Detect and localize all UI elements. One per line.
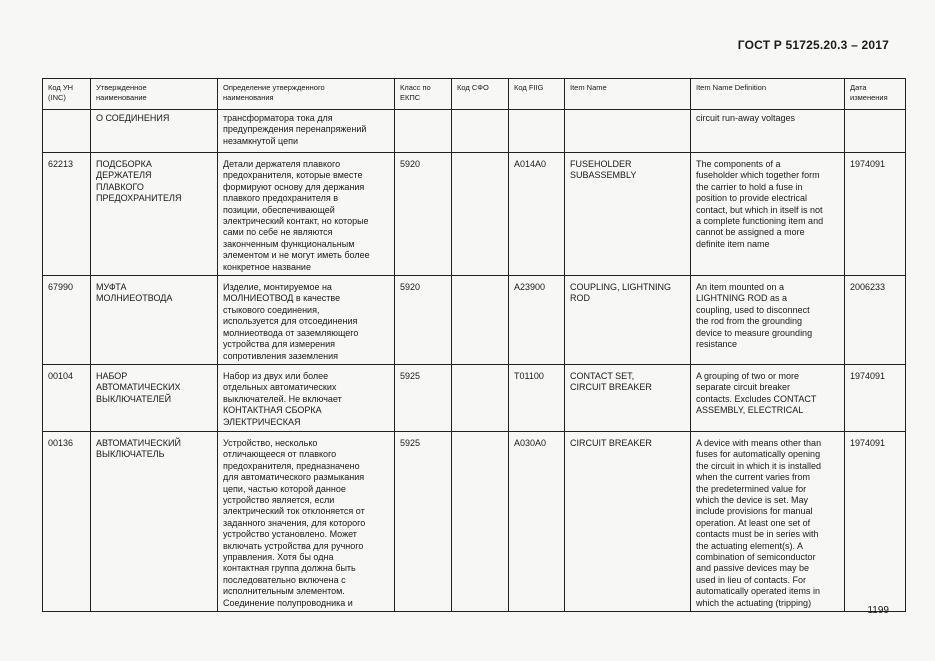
cell-definition: Устройство, несколько отличающееся от плавкого предохранителя, предназначено для автоматического размыкания цепи, частью которой данное устройство является, если электрический ток отклоняется от заданного значения, для которого устройство установлено. Может включать устройства для ручного управления. Хотя бы одна контактная группа должна быть последовательно включена с исполнительным элементом. Соединение полупроводника и [218, 431, 395, 611]
cell-name: О СОЕДИНЕНИЯ [91, 110, 218, 153]
col-header-item-name: Item Name [565, 79, 691, 110]
cell-inc [43, 110, 91, 153]
table-row [43, 153, 906, 276]
cell-date: 1974091 [845, 431, 906, 611]
cell-class: 5925 [395, 431, 452, 611]
cell-inc: 67990 [43, 276, 91, 365]
cell-name: ПОДСБОРКА ДЕРЖАТЕЛЯ ПЛАВКОГО ПРЕДОХРАНИТЕЛЯ [91, 153, 218, 276]
cell-name: МУФТА МОЛНИЕОТВОДА [91, 276, 218, 365]
table-row [43, 364, 906, 431]
col-header-fiig: Код FIIG [509, 79, 565, 110]
cell-item-name: COUPLING, LIGHTNING ROD [565, 276, 691, 365]
cell-sfo [452, 431, 509, 611]
cell-item-name: FUSEHOLDER SUBASSEMBLY [565, 153, 691, 276]
col-header-inc: Код УН (INC) [43, 79, 91, 110]
cell-item-definition: A device with means other than fuses for automatically opening the circuit in which it is installed when the current varies from the predetermined value for which the device is set. May include provisions for manual operation. At least one set of contacts must be in series with the actuating element(s). A combination of semiconductor and passive devices may be used in lieu of contacts. For automatically operated items in which the actuating (tripping) [691, 431, 845, 611]
cell-definition: Детали держателя плавкого предохранителя, которые вместе формируют основу для держания плавкого предохранителя в позиции, обеспечивающей электрический контакт, но которые сами по себе не являются законченным функциональным элементом и не могут иметь более конкретное название [218, 153, 395, 276]
cell-fiig [509, 110, 565, 153]
cell-item-definition: circuit run-away voltages [691, 110, 845, 153]
cell-fiig: A030A0 [509, 431, 565, 611]
cell-item-definition: The components of a fuseholder which together form the carrier to hold a fuse in position to provide electrical contact, but which in itself is not a complete functioning item and cannot be assigned a more definite item name [691, 153, 845, 276]
cell-sfo [452, 364, 509, 431]
standard-code: ГОСТ Р 51725.20.3 – 2017 [737, 38, 889, 52]
cell-date [845, 110, 906, 153]
cell-item-name: CONTACT SET, CIRCUIT BREAKER [565, 364, 691, 431]
page-number: 1199 [867, 605, 889, 616]
cell-class: 5925 [395, 364, 452, 431]
col-header-definition: Определение утвержденного наименования [218, 79, 395, 110]
col-header-approved-name: Утвержденное наименование [91, 79, 218, 110]
cell-class: 5920 [395, 276, 452, 365]
item-names-table [42, 78, 906, 612]
cell-fiig: A23900 [509, 276, 565, 365]
cell-definition: Изделие, монтируемое на МОЛНИЕОТВОД в качестве стыкового соединения, используется для отсоединения молниеотвода от заземляющего устройства для измерения сопротивления заземления [218, 276, 395, 365]
cell-class [395, 110, 452, 153]
cell-inc: 62213 [43, 153, 91, 276]
cell-definition: трансформатора тока для предупреждения перенапряжений незамкнутой цепи [218, 110, 395, 153]
col-header-item-definition: Item Name Definition [691, 79, 845, 110]
table-row [43, 110, 906, 153]
cell-definition: Набор из двух или более отдельных автоматических выключателей. Не включает КОНТАКТНАЯ СБОРКА ЭЛЕКТРИЧЕСКАЯ [218, 364, 395, 431]
table-header-row [43, 79, 906, 110]
cell-sfo [452, 153, 509, 276]
cell-class: 5920 [395, 153, 452, 276]
cell-item-name: CIRCUIT BREAKER [565, 431, 691, 611]
cell-date: 2006233 [845, 276, 906, 365]
cell-item-definition: A grouping of two or more separate circuit breaker contacts. Excludes CONTACT ASSEMBLY, ELECTRICAL [691, 364, 845, 431]
table-row [43, 276, 906, 365]
cell-name: НАБОР АВТОМАТИЧЕСКИХ ВЫКЛЮЧАТЕЛЕЙ [91, 364, 218, 431]
cell-name: АВТОМАТИЧЕСКИЙ ВЫКЛЮЧАТЕЛЬ [91, 431, 218, 611]
cell-date: 1974091 [845, 364, 906, 431]
cell-sfo [452, 110, 509, 153]
cell-item-definition: An item mounted on a LIGHTNING ROD as a coupling, used to disconnect the rod from the grounding device to measure grounding resistance [691, 276, 845, 365]
cell-fiig: A014A0 [509, 153, 565, 276]
cell-sfo [452, 276, 509, 365]
col-header-date: Дата изменения [845, 79, 906, 110]
col-header-sfo: Код СФО [452, 79, 509, 110]
table-row [43, 431, 906, 611]
cell-date: 1974091 [845, 153, 906, 276]
col-header-class: Класс по ЕКПС [395, 79, 452, 110]
cell-item-name [565, 110, 691, 153]
cell-inc: 00136 [43, 431, 91, 611]
cell-fiig: T01100 [509, 364, 565, 431]
cell-inc: 00104 [43, 364, 91, 431]
